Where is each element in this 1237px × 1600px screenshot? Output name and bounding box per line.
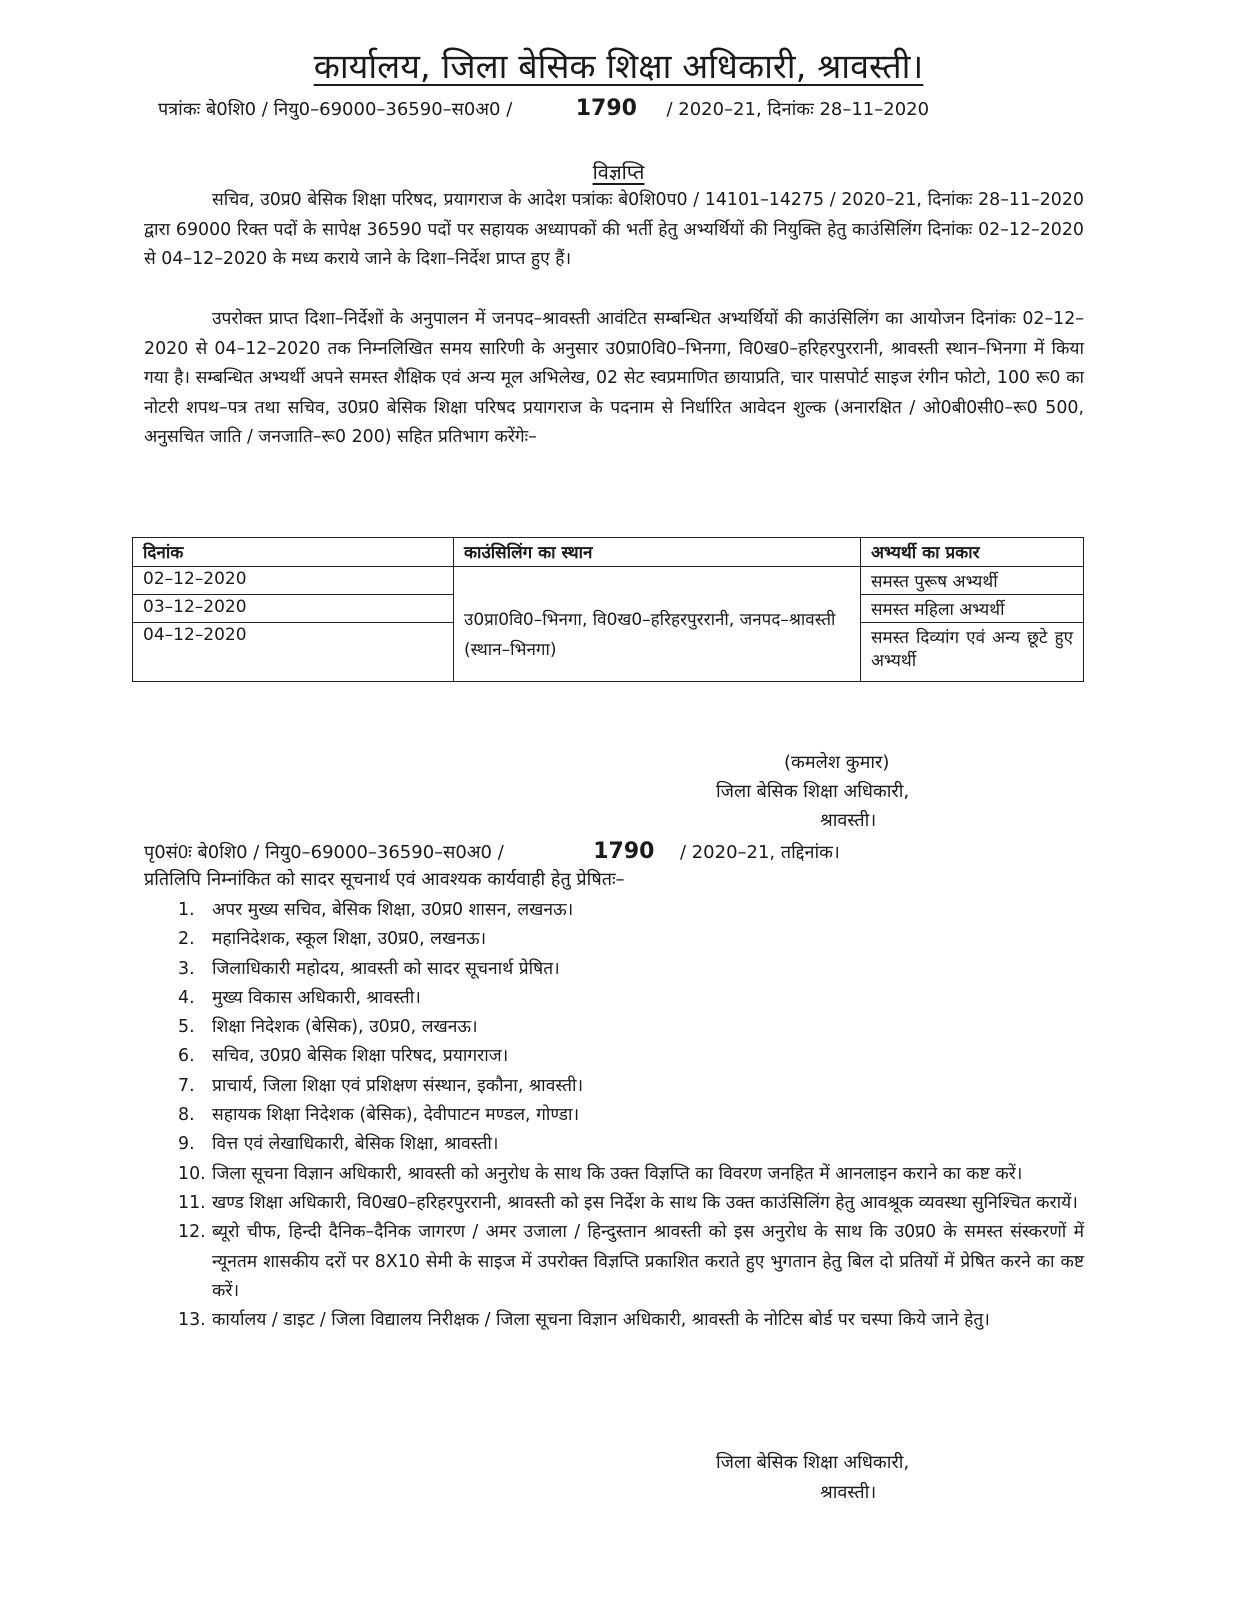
cell-type: समस्त दिव्यांग एवं अन्य छूटे हुए अभ्यर्थी [861, 623, 1084, 682]
copy-ref-suffix: / 2020–21, तद्दिनांक। [679, 842, 840, 863]
list-item: 2. महानिदेशक, स्कूल शिक्षा, उ0प्र0, लखनऊ। [178, 929, 487, 950]
signatory-place: श्रावस्ती। [820, 810, 877, 831]
table-row [133, 567, 1084, 595]
list-item: 8. सहायक शिक्षा निदेशक (बेसिक), देवीपाटन मण्डल, गोण्डा। [178, 1105, 580, 1126]
cell-venue: उ0प्रा0वि0–भिनगा, वि0ख0–हरिहरपुररानी, जनपद–श्रावस्ती (स्थान–भिनगा) [454, 567, 861, 682]
closing-place: श्रावस्ती। [820, 1482, 877, 1503]
notice-paragraph-2: उपरोक्त प्राप्त दिशा–निर्देशों के अनुपालन में जनपद–श्रावस्ती आवंटित सम्बन्धित अभ्यर्थियों की काउंसिलिंग का आयोजन दिनांकः 02–12–2020 से 04–12–2020 तक निम्नलिखित समय सारिणी के अनुसार उ0प्रा0वि0–भिनगा, वि0ख0–हरिहरपुररानी, श्रावस्ती स्थान–भिनगा में किया गया है। सम्बन्धित अभ्यर्थी अपने समस्त शैक्षिक एवं अन्य मूल अभिलेख, 02 सेट स्वप्रमाणित छायाप्रति, चार पासपोर्ट साइज रंगीन फोटो, 100 रू0 का नोटरी शपथ–पत्र तथा सचिव, उ0प्र0 बेसिक शिक्षा परिषद प्रयागराज के पदनाम से निर्धारित आवेदन शुल्क (अनारक्षित / ओ0बी0सी0–रू0 500, अनुसचित जाति / जनजाति–रू0 200) सहित प्रतिभाग करेंगेः– [144, 309, 1084, 447]
cell-date: 04–12–2020 [133, 623, 454, 682]
copy-ref-prefix: पृ0सं0ः बे0शि0 / नियु0–69000–36590–स0अ0 / [144, 842, 504, 863]
list-item: 12. ब्यूरो चीफ, हिन्दी दैनिक–दैनिक जागरण / अमर उजाला / हिन्दुस्तान श्रावस्ती को इस अनुरोध के साथ कि उ0प्र0 के समस्त संस्करणों में न्यूनतम शासकीय दरों पर 8X10 सेमी के साइज में उपरोक्त विज्ञप्ति प्रकाशित कराते हुए भुगतान हेतु बिल दो प्रतियों में प्रेषित करने का कष्ट करें। [178, 1222, 1084, 1301]
header-date: दिनांक [133, 538, 454, 567]
list-item: 3. जिलाधिकारी महोदय, श्रावस्ती को सादर सूचनार्थ प्रेषित। [178, 958, 560, 979]
list-item: 11. खण्ड शिक्षा अधिकारी, वि0ख0–हरिहरपुररानी, श्रावस्ती को इस निर्देश के साथ कि उक्त काउंसिलिंग हेतु आवश्रूक व्यवस्था सुनिश्चित करायें। [178, 1192, 1078, 1213]
notice-heading: विज्ञप्ति [592, 160, 645, 184]
cell-date: 03–12–2020 [133, 595, 454, 623]
closing-designation: जिला बेसिक शिक्षा अधिकारी, [716, 1452, 910, 1473]
copy-intro: प्रतिलिपि निम्नांकित को सादर सूचनार्थ एवं आवश्यक कार्यवाही हेतु प्रेषितः– [144, 869, 625, 890]
ref-suffix: / 2020–21, दिनांकः 28–11–2020 [666, 99, 930, 120]
list-item: 5. शिक्षा निदेशक (बेसिक), उ0प्र0, लखनऊ। [178, 1017, 478, 1038]
letter-reference [158, 96, 929, 123]
copy-ref-number: 1790 [593, 839, 655, 864]
list-item: 10. जिला सूचना विज्ञान अधिकारी, श्रावस्ती को अनुरोध के साथ कि उक्त विज्ञप्ति का विवरण जनहित में आनलाइन कराने का कष्ट करें। [178, 1163, 1023, 1184]
cell-type: समस्त महिला अभ्यर्थी [861, 595, 1084, 623]
notice-paragraph-1: सचिव, उ0प्र0 बेसिक शिक्षा परिषद, प्रयागराज के आदेश पत्रांकः बे0शि0प0 / 14101–14275 / 2020–21, दिनांकः 28–11–2020 द्वारा 69000 रिक्त पदों के सापेक्ष 36590 पदों पर सहायक अध्यापकों की भर्ती हेतु अभ्यर्थियों की नियुक्ति हेतु काउंसिलिंग दिनांकः 02–12–2020 से 04–12–2020 के मध्य कराये जाने के दिशा–निर्देश प्राप्त हुए हैं। [144, 190, 1084, 269]
list-item: 4. मुख्य विकास अधिकारी, श्रावस्ती। [178, 987, 421, 1008]
header-candidate-type: अभ्यर्थी का प्रकार [861, 538, 1084, 567]
closing-signature-block [716, 1448, 976, 1508]
list-item: 6. सचिव, उ0प्र0 बेसिक शिक्षा परिषद, प्रयागराज। [178, 1046, 509, 1067]
ref-prefix: पत्रांकः बे0शि0 / नियु0–69000–36590–स0अ0 / [158, 99, 513, 120]
counselling-schedule-table [132, 537, 1084, 682]
copy-recipient-list [144, 896, 1084, 1335]
table-header-row [133, 538, 1084, 567]
list-item: 9. वित्त एवं लेखाधिकारी, बेसिक शिक्षा, श्रावस्ती। [178, 1134, 499, 1155]
list-item: 1. अपर मुख्य सचिव, बेसिक शिक्षा, उ0प्र0 शासन, लखनऊ। [178, 900, 574, 920]
cell-type: समस्त पुरूष अभ्यर्थी [861, 567, 1084, 595]
signature-block [716, 748, 976, 835]
signatory-name: (कमलेश कुमार) [784, 752, 890, 773]
signatory-designation: जिला बेसिक शिक्षा अधिकारी, [716, 781, 910, 802]
cell-date: 02–12–2020 [133, 567, 454, 595]
copy-reference [144, 838, 840, 867]
ref-number: 1790 [575, 96, 637, 121]
list-item: 13. कार्यालय / डाइट / जिला विद्यालय निरीक्षक / जिला सूचना विज्ञान अधिकारी, श्रावस्ती के नोटिस बोर्ड पर चस्पा किये जाने हेतु। [178, 1310, 990, 1331]
header-venue: काउंसिलिंग का स्थान [454, 538, 861, 567]
office-title: कार्यालय, जिला बेसिक शिक्षा अधिकारी, श्रावस्ती। [313, 47, 924, 87]
list-item: 7. प्राचार्य, जिला शिक्षा एवं प्रशिक्षण संस्थान, इकौना, श्रावस्ती। [178, 1075, 584, 1096]
